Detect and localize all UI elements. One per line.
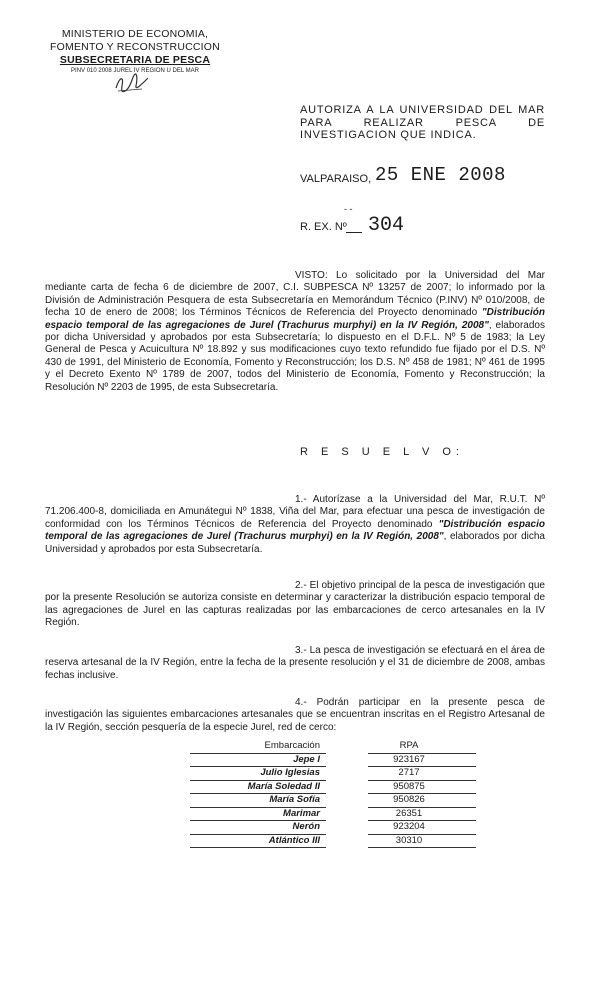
visto-project-title: "Distribución espacio temporal de las agregaciones de Jurel (Trachurus murphyi) en la IV Región, 2008" (45, 307, 545, 331)
letterhead-ministry: MINISTERIO DE ECONOMIA, (61, 28, 209, 40)
article-2 (45, 580, 545, 630)
column-gap (326, 753, 368, 767)
header-embarcacion: Embarcación (216, 740, 326, 753)
row-rule (450, 767, 476, 781)
header-rpa: RPA (368, 740, 450, 753)
vessel-rpa: 950826 (368, 794, 450, 808)
row-rule (190, 753, 216, 767)
row-rule (190, 821, 216, 835)
vessel-rpa: 2717 (368, 767, 450, 781)
vessel-rpa: 950875 (368, 780, 450, 794)
row-rule (450, 780, 476, 794)
article-1-text-1: 1.- Autorízase a la Universidad del Mar, R.U.T. Nº 71.206.400-8, domiciliada en Amunátegui Nº 1838, Viña del Mar, para efectuar una pesca de investigación de conformidad con los Términos Técnicos de Referencia del Proyecto denominado (45, 494, 545, 530)
column-gap (326, 807, 368, 821)
row-rule (450, 807, 476, 821)
table-row (190, 780, 476, 794)
letterhead-ministry-2: FOMENTO Y RECONSTRUCCION (50, 41, 220, 53)
column-gap (326, 767, 368, 781)
visto-paragraph (45, 270, 545, 394)
vessel-table-body (190, 740, 476, 848)
row-rule (190, 794, 216, 808)
place-label: VALPARAISO, (300, 173, 372, 185)
visto-text-1: Lo solicitado por la Universidad del Mar mediante carta de fecha 6 de diciembre de 2007, C.I. SUBPESCA Nº 13257 de 2007; lo informado por la División de Administración Pesquera de esta Subsecretaría en Memorándum Técnico (P.INV) Nº 010/2008, de fecha 10 de enero de 2008; los Términos Técnicos de Referencia del Proyecto denominado (45, 270, 545, 319)
column-gap (326, 821, 368, 835)
vessel-rpa: 923204 (368, 821, 450, 835)
column-gap (326, 794, 368, 808)
row-rule (450, 821, 476, 835)
article-4 (45, 697, 545, 734)
column-gap (326, 740, 368, 753)
row-rule (450, 834, 476, 848)
row-rule (450, 753, 476, 767)
table-row (190, 794, 476, 808)
row-rule (190, 767, 216, 781)
vessel-name: María Soledad II (216, 780, 326, 794)
article-4-text: 4.- Podrán participar en la presente pesca de investigación las siguientes embarcaciones artesanales que se encuentran inscritas en el Registro Artesanal de la IV Región, sección pesquería de la especie Jurel, red de cerco: (45, 697, 545, 733)
vessel-name: María Sofía (216, 794, 326, 808)
row-rule (190, 807, 216, 821)
visto-lead: VISTO: (295, 270, 328, 281)
vessel-table-header (190, 740, 476, 753)
initials-signature (112, 72, 152, 94)
rex-underline (346, 232, 362, 233)
article-3-text: 3.- La pesca de investigación se efectuará en el área de reserva artesanal de la IV Región, entre la fecha de la presente resolución y el 31 de diciembre de 2008, ambas fechas inclusive. (45, 645, 545, 681)
column-gap (326, 780, 368, 794)
table-row (190, 807, 476, 821)
vessel-rpa: 923167 (368, 753, 450, 767)
vessel-name: Jepe I (216, 753, 326, 767)
letterhead-reference: PINV 010 2008 JUREL IV REGION U DEL MAR (71, 68, 199, 74)
visto-text-2: , elaborados por dicha Universidad y aprobados por esta Subsecretaría; lo dispuesto en el D.F.L. Nº 5 de 1983; la Ley General de Pesca y Acuicultura Nº 18.892 y sus modificaciones cuyo texto refundido fue fijado por el D.S. Nº 430 de 1991, del Ministerio de Economía, Fomento y Reconstrucción; los D.S. Nº 458 de 1981; Nº 461 de 1995 y el Decreto Exento Nº 1789 de 2007, todos del Ministerio de Economía, Fomento y Reconstrucción; la Resolución Nº 2203 de 1995, de esta Subsecretaría. (45, 319, 545, 393)
vessel-name: Atlántico III (216, 834, 326, 848)
vessel-rpa: 30310 (368, 834, 450, 848)
vessel-name: Marimar (216, 807, 326, 821)
row-rule (190, 780, 216, 794)
article-1-text-2: , elaborados por dicha Universidad y aprobados por esta Subsecretaría. (45, 531, 545, 555)
table-row (190, 821, 476, 835)
vessel-table (190, 740, 476, 848)
article-2-text: 2.- El objetivo principal de la pesca de investigación que por la presente Resolución se autoriza consiste en determinar y caracterizar la distribución espacio temporal de las agregaciones de Jurel en las capturas realizadas por las embarcaciones de cerco artesanales en la IV Región. (45, 580, 545, 629)
vessel-name: Julio Iglesias (216, 767, 326, 781)
article-1 (45, 494, 545, 556)
article-1-project-title: "Distribución espacio temporal de las agregaciones de Jurel (Trachurus murphyi) en la IV Región, 2008" (45, 518, 545, 543)
vessel-rpa: 26351 (368, 807, 450, 821)
resuelvo-heading: R E S U E L V O: (300, 446, 464, 458)
resolution-subject: AUTORIZA A LA UNIVERSIDAD DEL MAR PARA REALIZAR PESCA DE INVESTIGACION QUE INDICA. (300, 104, 545, 141)
rex-label: R. EX. Nº (300, 221, 347, 233)
table-row (190, 753, 476, 767)
tick-mark: - - (344, 204, 353, 214)
row-rule (450, 794, 476, 808)
vessel-name: Nerón (216, 821, 326, 835)
letterhead-subsecretaria: SUBSECRETARIA DE PESCA (59, 54, 211, 66)
rex-number: 304 (368, 214, 405, 237)
table-row (190, 834, 476, 848)
table-row (190, 767, 476, 781)
column-gap (326, 834, 368, 848)
row-rule (190, 834, 216, 848)
letterhead (45, 28, 225, 75)
row-rule (450, 740, 476, 753)
date-stamp: 25 ENE 2008 (375, 164, 506, 186)
article-3 (45, 645, 545, 682)
row-rule (190, 740, 216, 753)
